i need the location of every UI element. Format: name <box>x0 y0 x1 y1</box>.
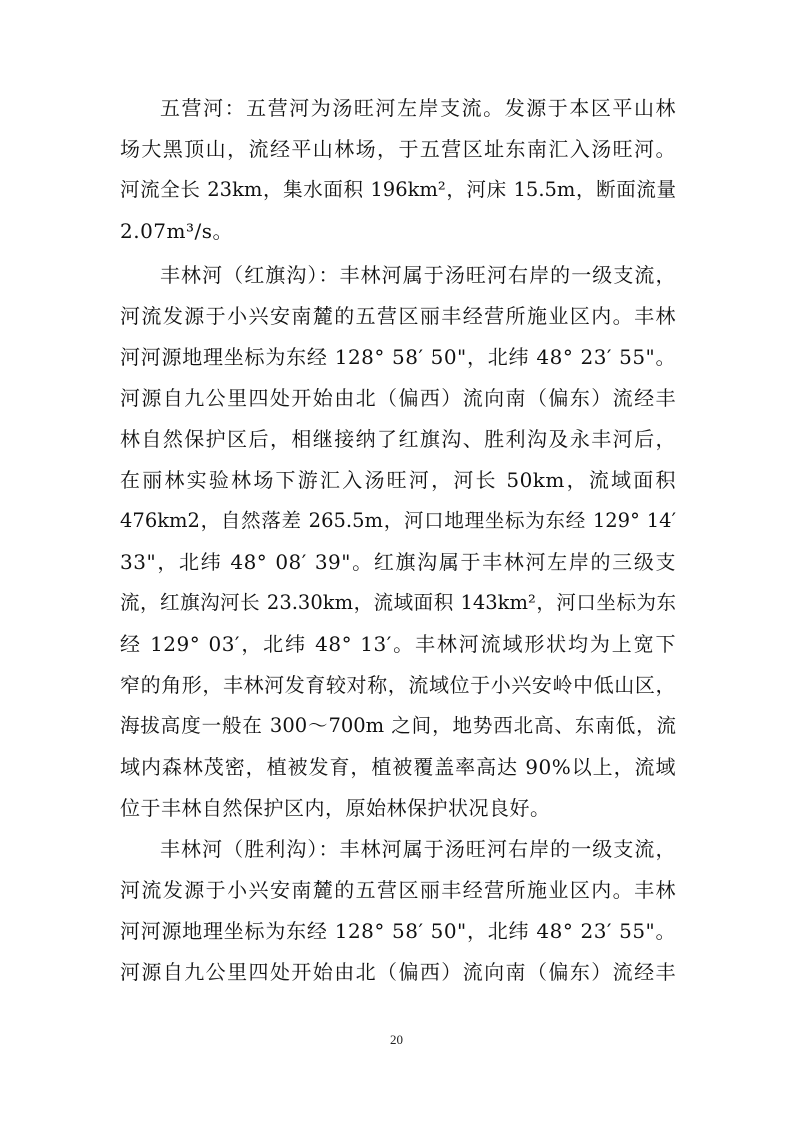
text-line: 窄的角形，丰林河发育较对称，流域位于小兴安岭中低山区， <box>120 673 676 697</box>
text-line: 河源自九公里四处开始由北（偏西）流向南（偏东）流经丰 <box>120 386 676 410</box>
page-number: 20 <box>390 1032 403 1047</box>
text-line: 经 129° 03′，北纬 48° 13′。丰林河流域形状均为上宽下 <box>120 632 676 656</box>
text-line: 476km2，自然落差 265.5m，河口地理坐标为东经 129° 14′ <box>120 509 676 532</box>
text-line: 河流发源于小兴安南麓的五营区丽丰经营所施业区内。丰林 <box>120 304 676 328</box>
text-line: 33"，北纬 48° 08′ 39"。红旗沟属于丰林河左岸的三级支 <box>120 550 676 574</box>
text-line: 流，红旗沟河长 23.30km，流域面积 143km²，河口坐标为东 <box>120 591 676 614</box>
text-line: 河源自九公里四处开始由北（偏西）流向南（偏东）流经丰 <box>120 960 676 984</box>
text-line: 海拔高度一般在 300～700m 之间，地势西北高、东南低，流 <box>120 714 676 737</box>
text-line: 2.07m³/s。 <box>120 219 234 243</box>
text-line: 河流全长 23km，集水面积 196km²，河床 15.5m，断面流量 <box>120 178 676 201</box>
text-line: 丰林河（胜利沟）：丰林河属于汤旺河右岸的一级支流， <box>160 837 676 861</box>
text-line: 河河源地理坐标为东经 128° 58′ 50"，北纬 48° 23′ 55"。 <box>120 919 676 943</box>
text-line: 河河源地理坐标为东经 128° 58′ 50"，北纬 48° 23′ 55"。 <box>120 345 676 369</box>
text-line: 场大黑顶山，流经平山林场，于五营区址东南汇入汤旺河。 <box>120 137 676 161</box>
text-line: 位于丰林自然保护区内，原始林保护状况良好。 <box>120 796 551 820</box>
text-line: 在丽林实验林场下游汇入汤旺河，河长 50km，流域面积 <box>120 468 676 492</box>
text-line: 五营河：五营河为汤旺河左岸支流。发源于本区平山林 <box>160 96 676 120</box>
text-line: 域内森林茂密，植被发育，植被覆盖率高达 90%以上，流域 <box>120 755 676 779</box>
text-line: 河流发源于小兴安南麓的五营区丽丰经营所施业区内。丰林 <box>120 878 676 902</box>
text-line: 林自然保护区后，相继接纳了红旗沟、胜利沟及永丰河后， <box>120 427 676 451</box>
text-line: 丰林河（红旗沟）：丰林河属于汤旺河右岸的一级支流， <box>160 263 676 287</box>
